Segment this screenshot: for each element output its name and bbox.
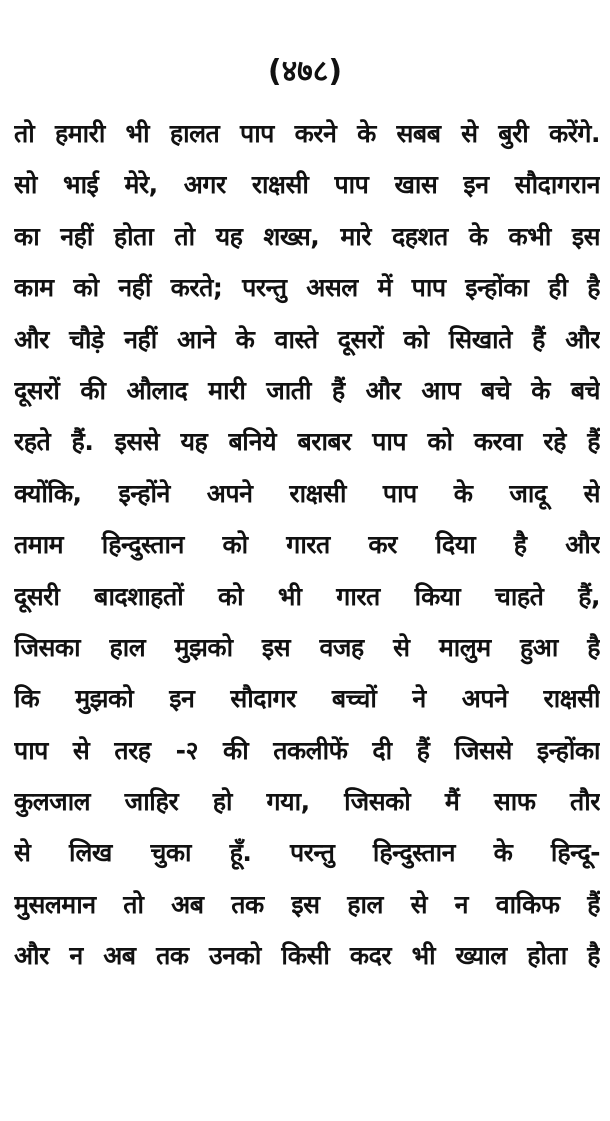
text-line: और न अब तक उनको किसी कदर भी ख्याल होता है bbox=[14, 941, 600, 971]
text-line: रहते हैं. इससे यह बनिये बराबर पाप को करवा रहे हैं bbox=[14, 427, 600, 457]
text-line: कि मुझको इन सौदागर बच्चों ने अपने राक्षसी bbox=[14, 684, 600, 714]
text-line: काम को नहीं करते; परन्तु असल में पाप इन्होंका ही है bbox=[14, 273, 600, 303]
text-line: से लिख चुका हूँ. परन्तु हिन्दुस्तान के हिन्दू- bbox=[14, 838, 600, 868]
text-line: क्योंकि, इन्होंने अपने राक्षसी पाप के जादू से bbox=[14, 478, 600, 508]
text-line: कुलजाल जाहिर हो गया, जिसको मैं साफ तौर bbox=[14, 787, 600, 817]
text-line: पाप से तरह -२ की तकलीफें दी हैं जिससे इन्होंका bbox=[14, 735, 600, 765]
text-line: दूसरी बादशाहतों को भी गारत किया चाहते हैं, bbox=[14, 581, 600, 611]
page-body-text bbox=[14, 108, 600, 982]
text-line: जिसका हाल मुझको इस वजह से मालुम हुआ है bbox=[14, 632, 600, 662]
text-line: दूसरों की औलाद मारी जाती हैं और आप बचे के बचे bbox=[14, 375, 600, 405]
text-line: तमाम हिन्दुस्तान को गारत कर दिया है और bbox=[14, 530, 600, 560]
page-number: (४७८) bbox=[267, 54, 343, 89]
text-line: सो भाई मेरे, अगर राक्षसी पाप खास इन सौदागरान bbox=[14, 170, 600, 200]
text-line: का नहीं होता तो यह शख्स, मारे दहशत के कभी इस bbox=[14, 221, 600, 251]
text-line: तो हमारी भी हालत पाप करने के सबब से बुरी करेंगे. bbox=[14, 119, 600, 148]
text-line: और चौड़े नहीं आने के वास्ते दूसरों को सिखाते हैं और bbox=[14, 324, 600, 354]
text-line: मुसलमान तो अब तक इस हाल से न वाकिफ हैं bbox=[14, 889, 600, 919]
